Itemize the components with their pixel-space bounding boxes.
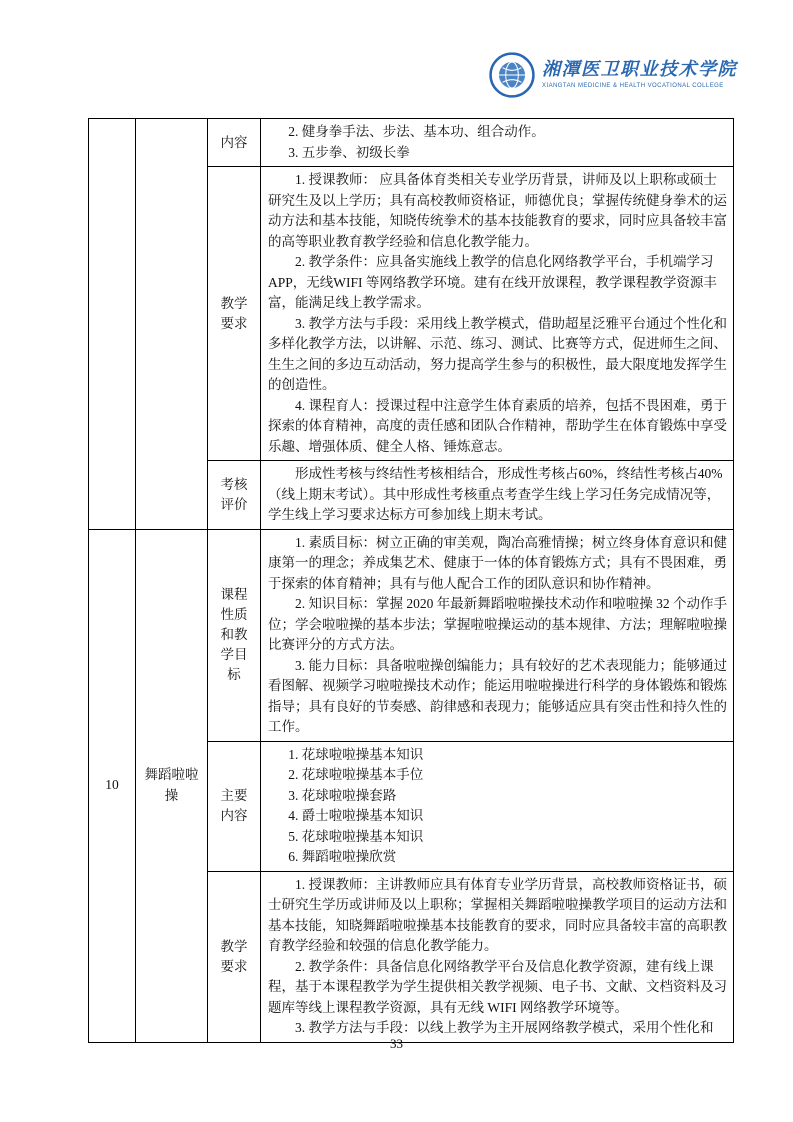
row-label: 课程性质和教学目标 [208, 530, 261, 741]
course-section-continued [89, 119, 733, 529]
table-row-teaching-requirements [208, 166, 733, 460]
table-row-course-nature-objectives [208, 530, 733, 741]
paragraph: 1. 授课教师：主讲教师应具有体育专业学历背景，高校教师资格证书，硕士研究生学历或讲师及以上职称；掌握相关舞蹈啦啦操教学项目的运动方法和基本技能，知晓舞蹈啦啦操基本技能教育的要求，同时应具备较丰富的高职教育教学经验和较强的信息化教学能力。 [268, 876, 727, 953]
row-label: 考核评价 [208, 461, 261, 529]
course-name-cell [136, 119, 208, 529]
row-label: 主要内容 [208, 742, 261, 871]
paragraph: 2. 知识目标：掌握 2020 年最新舞蹈啦啦操技术动作和啦啦操 32 个动作手位；学会啦啦操的基本步法；掌握啦啦操运动的基本规律、方法；理解啦啦操比赛评分的方式方法。 [268, 596, 727, 652]
row-label: 教学要求 [208, 167, 261, 460]
course-section-10 [89, 529, 733, 1042]
content-cell [261, 530, 733, 741]
content-line: 6. 舞蹈啦啦操欣赏 [288, 849, 397, 864]
paragraph: 1. 素质目标：树立正确的审美观，陶冶高雅情操；树立终身体育意识和健康第一的理念；养成集艺术、健康于一体的体育锻炼方式；具有不畏困难，勇于探索的体育精神；具有与他人配合工作的团队意识和协作精神。 [268, 534, 727, 591]
content-line: 2. 健身拳手法、步法、基本功、组合动作。 [288, 124, 545, 139]
section-rows [208, 530, 733, 1042]
content-cell [261, 119, 733, 166]
course-name-cell: 舞蹈啦啦操 [136, 530, 208, 1042]
page-number: 33 [390, 1036, 403, 1051]
college-names [542, 60, 737, 89]
table-row-assessment [208, 460, 733, 529]
college-header [0, 52, 793, 98]
paragraph: 3. 教学方法与手段：以线上教学为主开展网络教学模式，采用个性化和 [295, 1020, 714, 1035]
course-number-cell [89, 119, 136, 529]
paragraph: 2. 教学条件：具备信息化网络教学平台及信息化教学资源，建有线上课程，基于本课程教学为学生提供相关教学视频、电子书、文献、文档资料及习题库等线上课程教学资源，具有无线 WIFI 网络教学环境等。 [268, 958, 727, 1015]
content-cell [261, 167, 733, 460]
content-cell [261, 872, 733, 1042]
section-rows [208, 119, 733, 529]
course-syllabus-table [88, 118, 734, 1043]
college-emblem-icon [489, 52, 535, 98]
college-name-zh: 湘潭医卫职业技术学院 [542, 59, 737, 80]
content-cell [261, 742, 733, 871]
content-line: 1. 花球啦啦操基本知识 [288, 746, 424, 762]
table-row-content [208, 119, 733, 166]
table-row-main-content [208, 741, 733, 871]
content-line: 4. 爵士啦啦操基本知识 [288, 808, 424, 823]
content-line: 5. 花球啦啦操基本知识 [288, 828, 424, 844]
row-label: 内容 [208, 119, 261, 166]
content-line: 3. 花球啦啦操套路 [288, 787, 397, 803]
paragraph: 3. 教学方法与手段：采用线上教学模式，借助超星泛雅平台通过个性化和多样化教学方法，以讲解、示范、练习、测试、比赛等方式，促进师生之间、生生之间的多边互动活动，努力提高学生参与的积极性，最大限度地发挥学生的创造性。 [268, 315, 727, 392]
paragraph: 2. 教学条件：应具备实施线上教学的信息化网络教学平台，手机端学习APP，无线WIFI 等网络教学环境。建有在线开放课程，教学课程教学资源丰富，能满足线上教学需求。 [268, 254, 717, 310]
table-row-teaching-requirements [208, 871, 733, 1042]
content-line: 2. 花球啦啦操基本手位 [288, 767, 424, 782]
paragraph: 形成性考核与终结性考核相结合，形成性考核占60%，终结性考核占40%（线上期末考试）。其中形成性考核重点考查学生线上学习任务完成情况等，学生线上学习要求达标方可参加线上期末考试。 [268, 466, 723, 522]
paragraph: 4. 课程育人：授课过程中注意学生体育素质的培养，包括不畏困难，勇于探索的体育精神，高度的责任感和团队合作精神，帮助学生在体育锻炼中享受乐趣、增强体质、健全人格、锤炼意志。 [268, 397, 727, 454]
paragraph: 1. 授课教师： 应具备体育类相关专业学历背景，讲师及以上职称或硕士研究生及以上学历；具有高校教师资格证，师德优良；掌握传统健身拳术的运动方法和基本技能，知晓传统拳术的基本技能教育的要求，同时应具备较丰富的高等职业教育教学经验和信息化教学能力。 [268, 172, 727, 249]
college-name-en: XIANGTAN MEDICINE & HEALTH VOCATIONAL COLLEGE [542, 83, 724, 90]
paragraph: 3. 能力目标：具备啦啦操创编能力；具有较好的艺术表现能力；能够通过看图解、视频学习啦啦操技术动作；能运用啦啦操进行科学的身体锻炼和锻炼指导；具有良好的节奏感、韵律感和表现力；能够适应具有突击性和持久性的工作。 [268, 657, 727, 734]
content-cell [261, 461, 733, 529]
course-number-cell: 10 [89, 530, 136, 1042]
row-label: 教学要求 [208, 872, 261, 1042]
content-line: 3. 五步拳、初级长拳 [288, 144, 410, 160]
